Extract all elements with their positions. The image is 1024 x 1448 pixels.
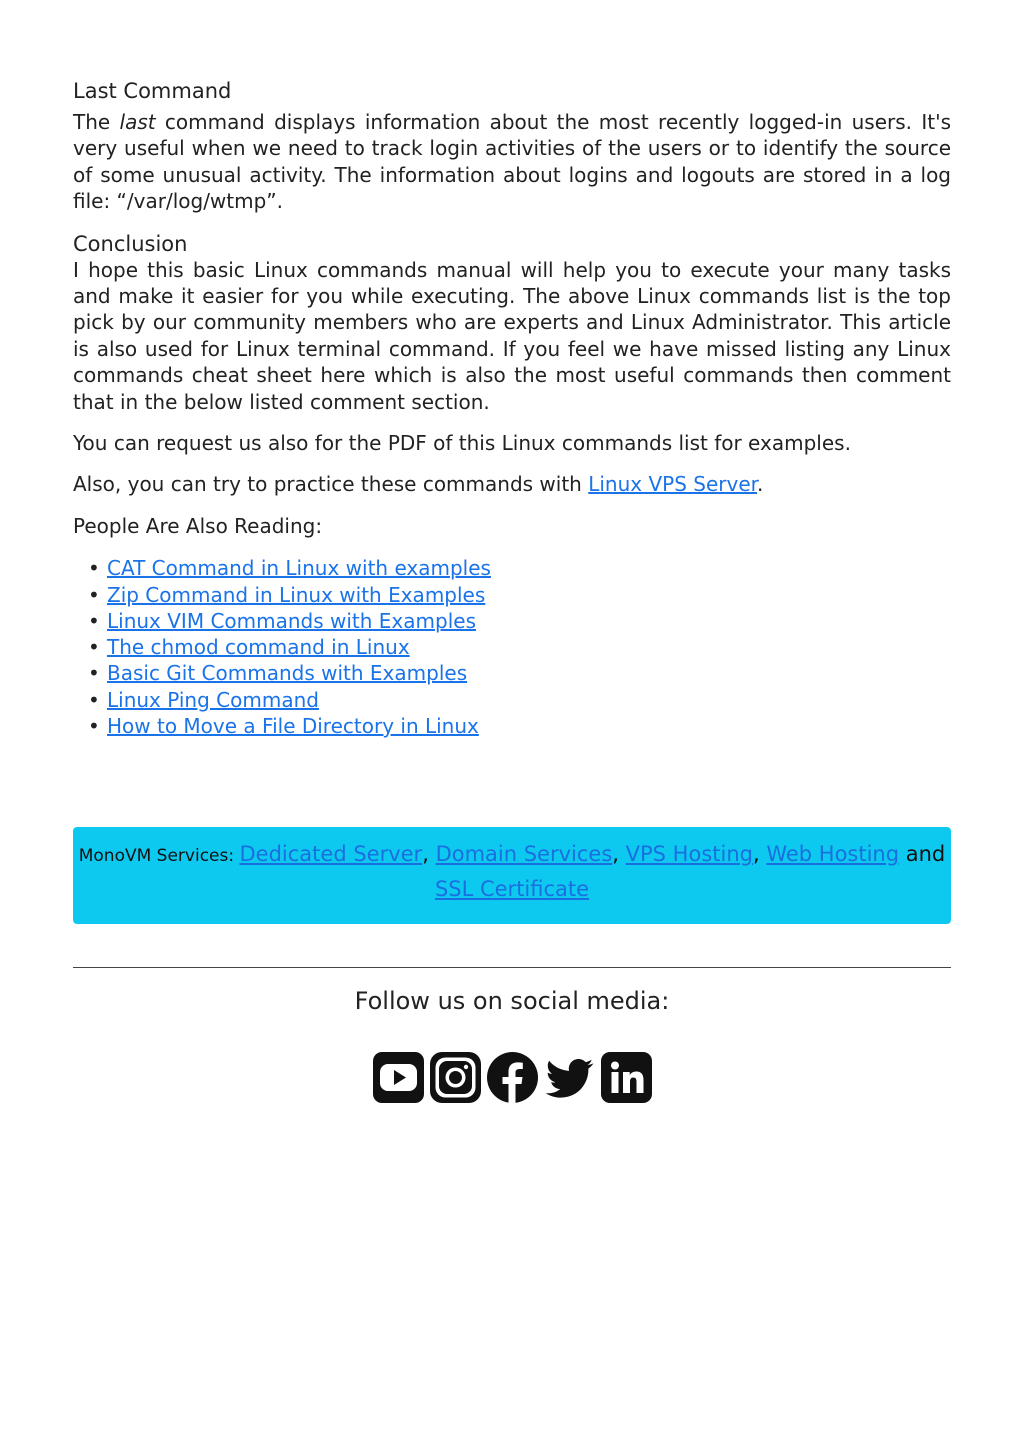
services-separator: , xyxy=(612,842,626,866)
instagram-icon[interactable] xyxy=(429,1051,482,1104)
practice-after: . xyxy=(757,472,764,497)
article-body xyxy=(73,76,951,739)
reading-heading: People Are Also Reading: xyxy=(73,513,323,538)
ssl-certificate-link[interactable]: SSL Certificate xyxy=(434,877,590,901)
last-para-italic: last xyxy=(119,110,156,134)
dedicated-server-link[interactable]: Dedicated Server xyxy=(239,842,423,866)
list-item xyxy=(107,634,951,660)
linkedin-icon[interactable] xyxy=(600,1051,653,1104)
social-icons xyxy=(372,1050,653,1104)
list-item xyxy=(107,687,951,713)
conclusion-heading: Conclusion xyxy=(73,231,188,256)
reading-link-cat[interactable]: CAT Command in Linux with examples xyxy=(107,556,491,581)
vps-hosting-link[interactable]: VPS Hosting xyxy=(625,842,753,866)
last-para-after: command displays information about the most recently logged-in users. It's very useful when we need to track login activities of the users or to identify the source of some unusual activity. The information about logins and logouts are stored in a log file: “/var/log/wtmp”. xyxy=(73,110,952,214)
reading-link-ping[interactable]: Linux Ping Command xyxy=(107,687,319,712)
services-separator: , xyxy=(422,842,436,866)
reading-list xyxy=(73,555,951,739)
request-paragraph: You can request us also for the PDF of this Linux commands list for examples. xyxy=(73,431,851,456)
domain-services-link[interactable]: Domain Services xyxy=(435,842,613,866)
services-separator: , xyxy=(752,842,767,866)
conclusion-paragraph: I hope this basic Linux commands manual will help you to execute your many tasks and make it easier for you while executing. The above Linux commands list is the top pick by our community members who are experts and Linux Administrator. This article is also used for Linux terminal command. If you feel we have missed listing any Linux commands cheat sheet here which is also the most useful commands then comment that in the below listed comment section. xyxy=(73,257,951,414)
list-item xyxy=(107,713,951,739)
list-item xyxy=(107,555,951,581)
reading-link-chmod[interactable]: The chmod command in Linux xyxy=(107,635,410,660)
services-label: MonoVM Services: xyxy=(78,846,240,866)
web-hosting-link[interactable]: Web Hosting xyxy=(766,842,900,866)
services-and: and xyxy=(899,842,946,866)
last-command-paragraph xyxy=(73,109,951,215)
youtube-icon[interactable] xyxy=(372,1051,425,1104)
facebook-icon[interactable] xyxy=(486,1051,539,1104)
services-line-2 xyxy=(73,873,951,906)
reading-link-git[interactable]: Basic Git Commands with Examples xyxy=(107,661,468,686)
twitter-icon[interactable] xyxy=(543,1051,596,1104)
list-item xyxy=(107,608,951,634)
footer-divider xyxy=(73,967,951,968)
last-command-heading: Last Command xyxy=(73,79,232,103)
practice-paragraph xyxy=(73,471,951,497)
list-item xyxy=(107,660,951,686)
services-line xyxy=(73,838,951,873)
reading-link-vim[interactable]: Linux VIM Commands with Examples xyxy=(107,608,476,633)
services-banner xyxy=(73,827,951,924)
list-item xyxy=(107,582,951,608)
last-para-before: The xyxy=(73,110,120,134)
practice-before: Also, you can try to practice these commands with xyxy=(73,472,589,497)
reading-link-zip[interactable]: Zip Command in Linux with Examples xyxy=(107,582,486,607)
linux-vps-server-link[interactable]: Linux VPS Server xyxy=(588,472,758,497)
reading-link-move[interactable]: How to Move a File Directory in Linux xyxy=(107,714,479,739)
follow-heading: Follow us on social media: xyxy=(354,987,670,1015)
